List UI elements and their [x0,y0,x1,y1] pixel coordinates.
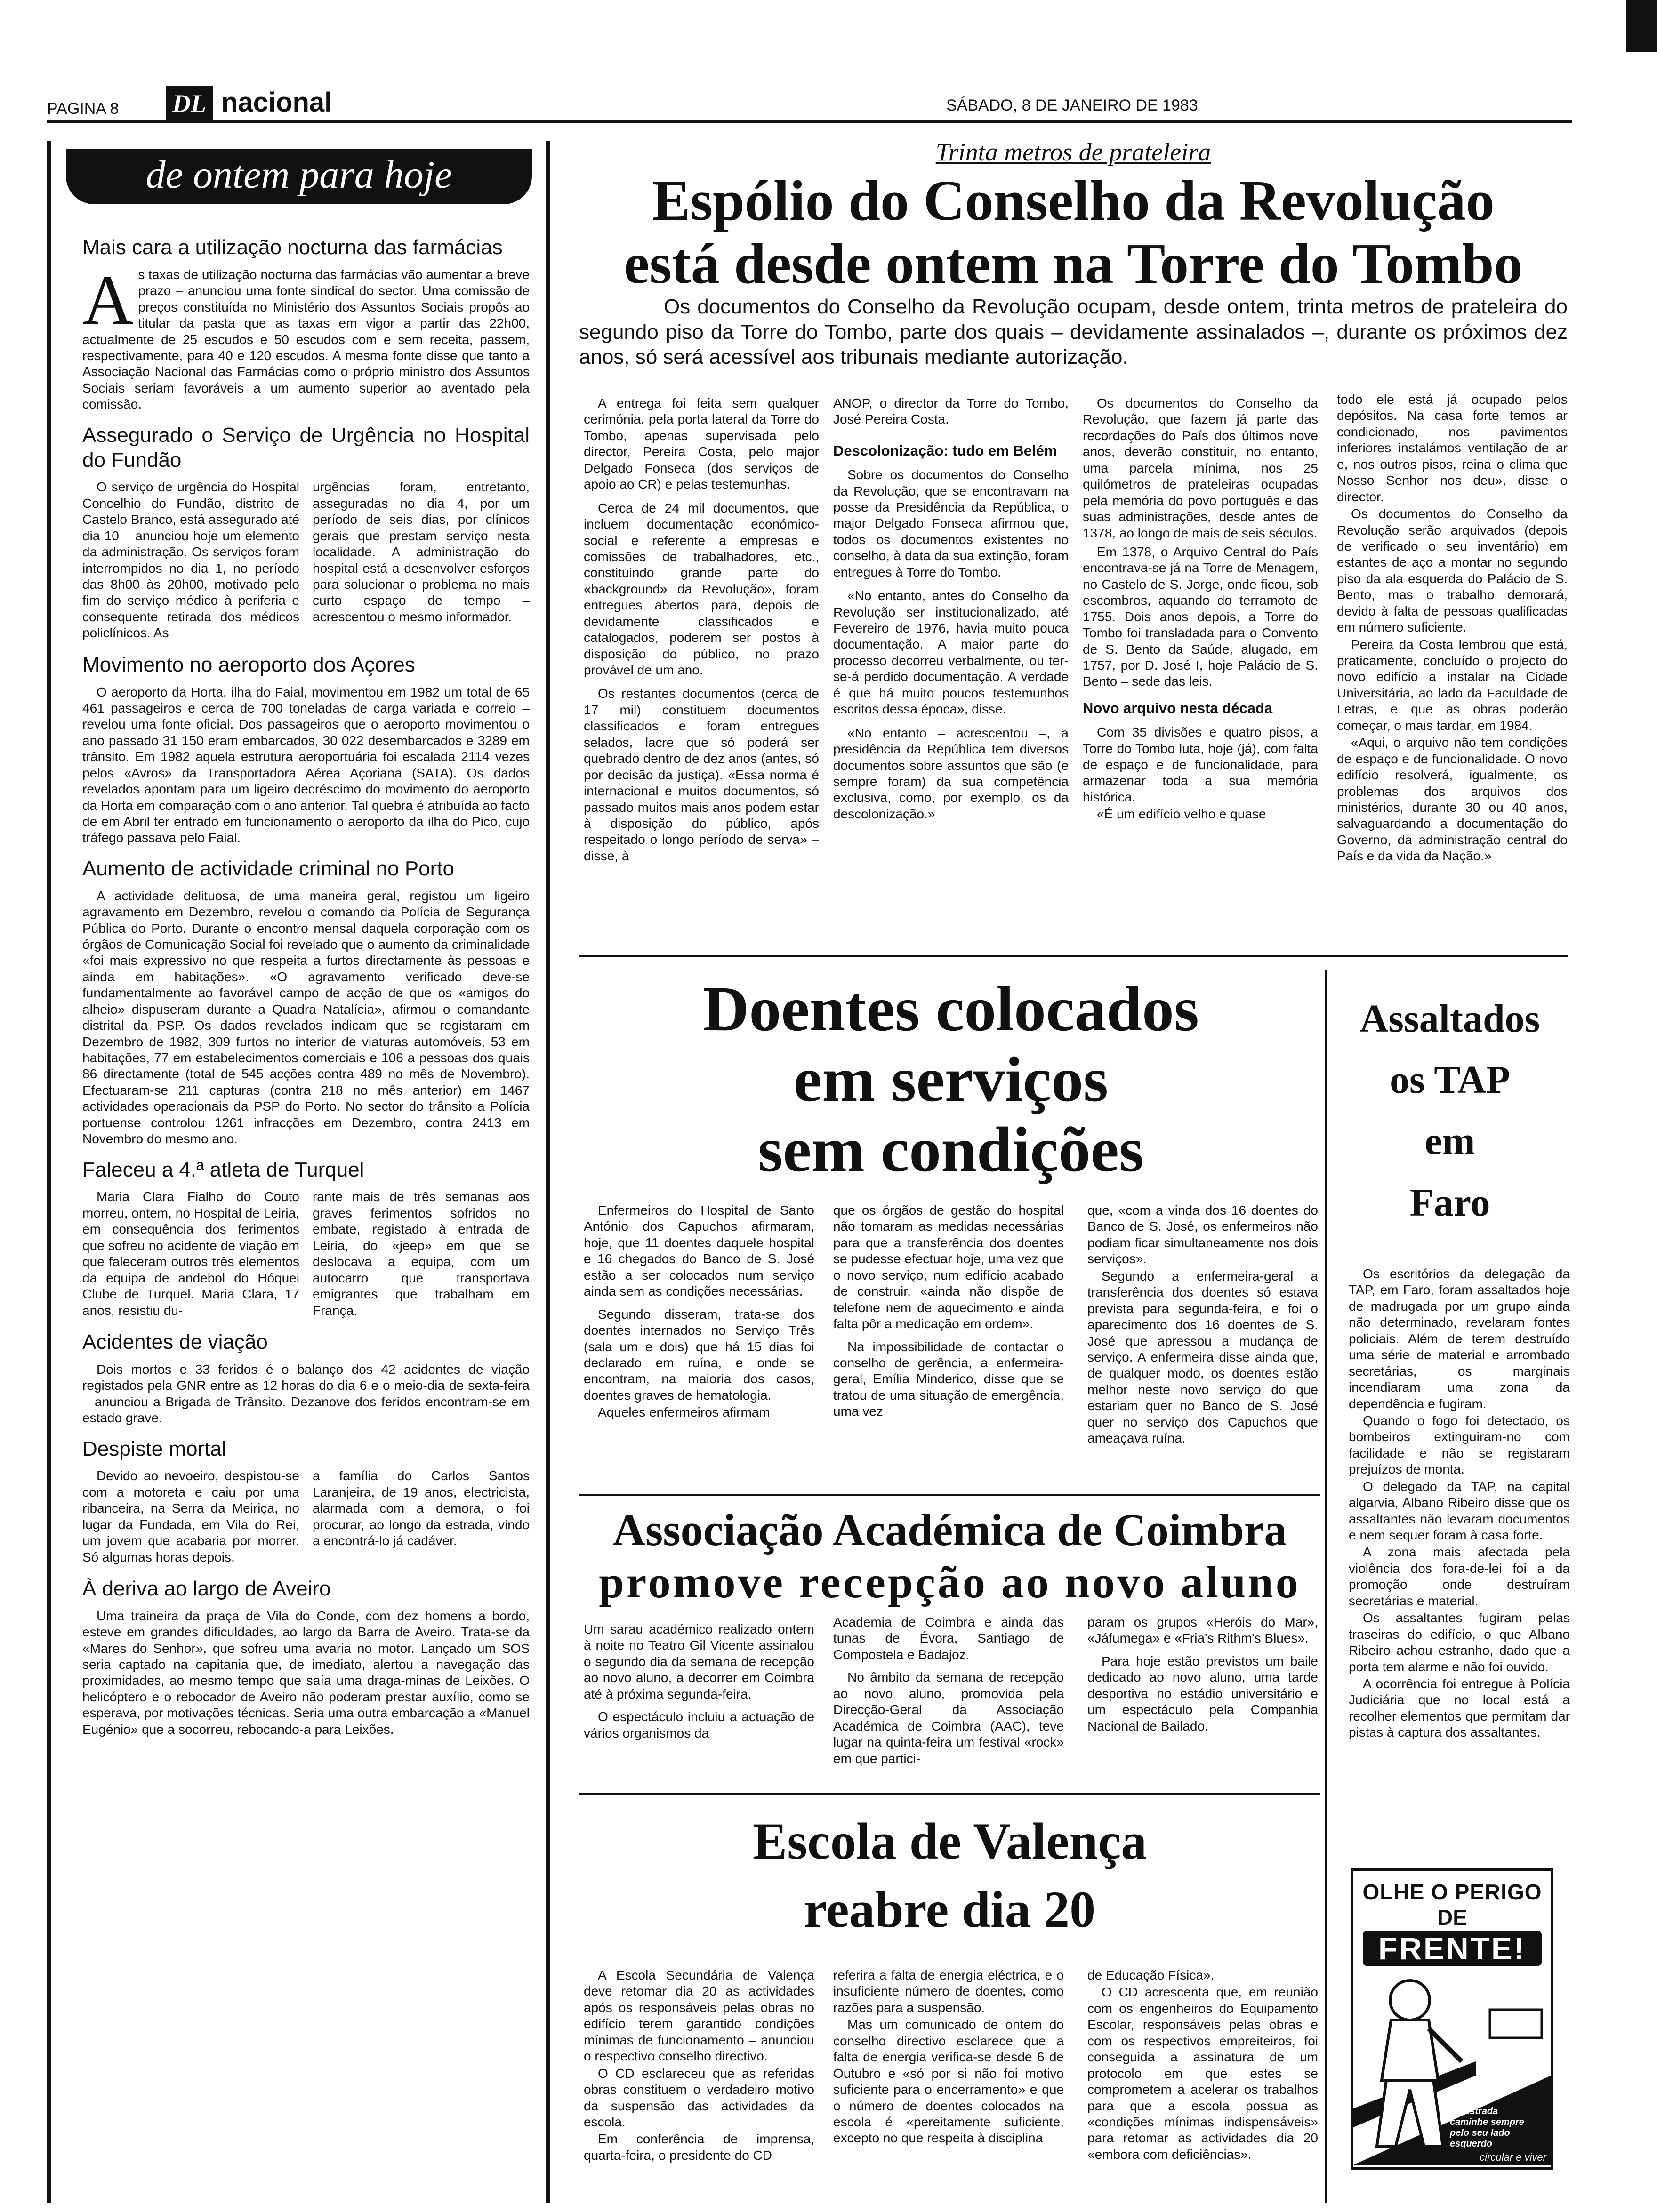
main-col-1: A entrega foi feita sem qualquer cerimónia, pela porta lateral da Torre do Tombo, apenas supervisada pelo director, Pereira Costa, pelo major Delgado Fonseca (dos serviços de apoio ao CR) e pelas testemunhas. Cerca de 24 mil documentos, que incluem documentação económico-social e referente a empresas e comissões de trabalhadores, etc., constituindo grande parte do «background» da Revolução», foram entregues abertos para, depois de devidamente classificados e catalogados, poderem ser postos à disposição do público, no prazo provável de um ano. Os restantes documentos (cerca de 17 mil) constituem documentos classificados e foram entregues selados, lacre que só poderá ser quebrado dentro de dez anos (antes, só por decisão da justiça). «Essa norma é internacional e muitos documentos, só passado muitos mais anos podem estar à disposição do público, após respeitado o longo período de serva» – disse, à [584,396,819,863]
brief-text: A actividade delituosa, de uma maneira geral, registou um ligeiro agravamento em Dezembro, revelou o comando da Polícia de Segurança Pública do Porto. Durante o encontro mensal daquela corporação com os órgãos de Comunicação Social foi revelado que o aumento da criminalidade «foi mais expressivo no que respeita a furtos directamente às pessoas e ainda em habitações». «O agravamento verificado deve-se fundamentalmente ao favorável campo de acção de que os «amigos do alheio» dispuseram durante a Quadra Natalícia», afirmou o comandante distrital da PSP. Os dados revelados indicam que se registaram em Dezembro de 1982, 309 furtos no interior de viaturas automóveis, 53 em habitações, 77 em estabelecimentos comerciais e 106 a pessoas dos quais 86 directamente (total de 545 acções contra 489 no mês de Novembro). Efectuaram-se 211 capturas (contra 218 no mês anterior) em 1467 actividades operacionais da PSP do Porto. No sector do trânsito a Polícia portuense controlou 1261 infracções em Dezembro, contra 2413 em Novembro do mesmo ano. [82,888,530,1146]
brief-text: Uma traineira da praça de Vila do Conde, com dez homens a bordo, esteve em grandes dificuldades, ao largo da Barra de Aveiro. Trata-se da «Mares do Senhor», que sofreu uma avaria no motor. Lançado um SOS seria captado na capitania que, de imediato, alertou a navegação das proximidades, ao mesmo tempo que saía uma draga-minas de Leixões. O helicóptero e o rebocador de Aveiro não poderam prestar auxílio, como se esperava, por motivações técnicas. Seria uma outra embarcação a «Manuel Eugénio» que a socorreu, rebocando-a para Leixões. [82,1608,530,1737]
column-rule [1325,970,1327,2203]
valenca-col-1: A Escola Secundária de Valença deve retomar dia 20 as actividades após os responsáveis pelas obras no edifício terem garantido condições mínimas de funcionamento – anunciou o respectivo conselho directivo. O CD esclareceu que as referidas obras constituem o verdadeiro motivo da suspensão das actividades da escola. Em conferência de imprensa, quarta-feira, o presidente do CD [584,1968,814,2163]
section-title: nacional [221,87,332,118]
headline-line: Escola de Valença [752,1812,1147,1870]
brief-title: Faleceu a 4.ª atleta de Turquel [82,1158,364,1181]
road-safety-ad [1351,1868,1553,2170]
headline-line: Associação Académica de Coimbra [612,1505,1287,1555]
issue-date: SÁBADO, 8 DE JANEIRO DE 1983 [946,96,1198,114]
dropcap: A [82,261,134,339]
brief-text: Dois mortos e 33 feridos é o balanço dos 42 acidentes de viação registados pela GNR entre as 12 horas do dia 6 e o meio-dia de sexta-feira – anunciou a Brigada de Trânsito. Dezanove dos feridos encontram-se em estado grave. [82,1362,530,1426]
ad-logo: circular e viver [1480,2151,1546,2163]
brief-title: À deriva ao largo de Aveiro [82,1577,331,1600]
doentes-headline [584,974,1318,1186]
subhead: Novo arquivo nesta década [1083,699,1273,716]
assaltados-text: Os escritórios da delegação da TAP, em Faro, foram assaltados hoje de madrugada por um grupo ainda não determinado, revelaram fontes policiais. Além de terem destruído uma série de material e arrombado secretárias, os marginais incendiaram uma zona da dependência e fugiram. Quando o fogo foi detectado, os bombeiros extinguiram-no com facilidade e não se registaram prejuízos de monta. O delegado da TAP, na capital algarvia, Albano Ribeiro disse que os assaltantes não levaram documentos e nem sequer foram à casa forte. A zona mais afectada pela violência dos fora-de-lei foi a da promoção onde destruíram secretárias e material. Os assaltantes fugiram pelas traseiras do edifício, o que Albano Ribeiro achou estranho, dado que a porta tem alarme e não foi ouvido. A ocorrência foi entregue à Polícia Judiciária que no local está a recolher elementos que permitam dar pistas à captura dos assaltantes. [1349,1266,1570,1740]
kicker: Trinta metros de prateleira [935,138,1211,166]
brief-text: O aeroporto da Horta, ilha do Faial, movimentou em 1982 um total de 65 461 passageiros e cerca de 700 toneladas de carga variada e correio – revelou uma fonte oficial. Dos passageiros que o aeroporto movimentou o ano passado 31 150 eram embarcados, 30 022 desembarcados e 3289 em trânsito. Em 1982 aquela estrutura aeroportuária foi escalada 2114 vezes pelos «Avros» da Transportadora Aérea Açoriana (SATA). Os dados revelados apontam para um ligeiro decréscimo do movimento do aeroporto da Horta em comparação com o ano anterior. Tal quebra é atribuída ao facto de em Abril ter entrado em funcionamento o aeroporto da ilha do Pico, cujo tráfego passava pelo Faial. [82,684,530,845]
brief-title: Movimento no aeroporto dos Açores [82,653,415,676]
headline-line: reabre dia 20 [804,1881,1096,1939]
newspaper-logo-mark: DL [166,86,213,121]
main-lead: Os documentos do Conselho da Revolução ocupam, desde ontem, trinta metros de prateleira do segundo piso da Torre do Tombo, parte dos quais – devidamente assinalados –, durante os próximos dez anos, só será acessível aos tribunais mediante autorização. [579,295,1568,369]
top-corner-bar [1626,0,1657,52]
page-number: PAGINA 8 [47,100,119,118]
academica-col-2: Academia de Coimbra e ainda das tunas de Évora, Santiago de Compostela e Badajoz. No âmbito da semana de recepção ao novo aluno, promovida pela Direcção-Geral da Associação Académica de Coimbra (AAC), teve lugar na quinta-feira um festival «rock» em que partici- [833,1615,1064,1766]
brief-text: a família do Carlos Santos Laranjeira, de 19 anos, electricista, alarmada com a demora, o foi procurar, ao longo da estrada, vindo a encontrá-lo já cadáver. [313,1468,530,1548]
brief-title: Assegurado o Serviço de Urgência no Hospital do Fundão [82,423,530,472]
header-rule [47,120,1572,123]
sidebar-right-rule [546,141,550,2203]
sidebar-left-rule [47,141,51,2203]
subhead: Descolonização: tudo em Belém [833,442,1057,459]
sidebar-banner: de ontem para hoje [66,149,532,204]
valenca-col-3: de Educação Física». O CD acrescenta que, em reunião com os engenheiros do Equipamento Escolar, responsáveis pelas obras e com os respectivos empreiteiros, foi conseguida a assinatura de um protocolo em que estes se comprometem a acelerar os trabalhos para que a escola possua as «condições mínimas indispensáveis» para retomar as actividades dia 20 «embora com deficiências». [1087,1968,1318,2162]
ad-headline: OLHE O PERIGO [1362,1880,1542,1904]
academica-col-3: param os grupos «Heróis do Mar», «Jáfumega» e «Fria's Rithm's Blues». Para hoje estão previstos um baile dedicado ao novo aluno, uma tarde desportiva no estádio universitário e um espectáculo pela Companhia Nacional de Bailado. [1087,1615,1318,1733]
doentes-col-3: que, «com a vinda dos 16 doentes do Banco de S. José, os enfermeiros não podiam ficar simultaneamente nos dois serviços». Segundo a enfermeira-geral a transferência dos doentes só estava prevista para segunda-feira, e foi o aparecimento dos 16 doentes de S. José que apressou a mudança de serviço. A enfermeira disse ainda que, de qualquer modo, os doentes estão melhor neste novo serviço do que estariam quer no Banco de S. José quer no serviço dos Capuchos que ameaçava ruína. [1087,1203,1318,1446]
valenca-headline [579,1807,1320,1944]
headline-line: sem condições [758,1114,1144,1186]
academica-col-1: Um sarau académico realizado ontem à noite no Teatro Gil Vicente assinalou o segundo dia da semana de recepção ao novo aluno, a decorrer em Coimbra até à próxima segunda-feira. O espectáculo incluiu a actuação de vários organismos da [584,1622,814,1740]
main-col-3: Os documentos do Conselho da Revolução, que fazem já parte das recordações do País dos últimos nove anos, deverão constituir, no entanto, uma parcela mínima, nos 25 quilómetros de prateleiras ocupadas pela memória do povo português e das suas administrações, desde antes de 1378, ao longo de mais de seis séculos. Em 1378, o Arquivo Central do País encontrava-se já na Torre de Menagem, no Castelo de S. Jorge, onde ficou, sob escombros, aquando do terramoto de 1755. Dois anos depois, a Torre do Tombo foi transladada para o Convento de S. Bento da Saúde, alugado, em 1757, por D. José I, hoje Palácio de S. Bento – sede das leis. Novo arquivo nesta década Com 35 divisões e quatro pisos, a Torre do Tombo luta, hoje (já), com falta de espaço e de funcionalidade, para armazenar toda a sua memória histórica. «É um edifício velho e quase [1083,396,1318,822]
sidebar-briefs [82,235,530,1739]
doentes-col-2: que os órgãos de gestão do hospital não tomaram as medidas necessárias para que a transferência dos doentes se pudesse efectuar hoje, uma vez que o novo serviço, num edifício acabado de construir, «ainda não dispõe de telefone nem de aquecimento e ainda falta pôr a medicação em ordem». Na impossibilidade de contactar o conselho de gerência, a enfermeira-geral, Emília Minderico, disse que se tratou de uma situação de emergência, uma vez [833,1203,1064,1419]
brief-text: Maria Clara Fialho do Couto morreu, ontem, no Hospital de Leiria, em consequência dos ferimentos que sofreu no acidente de viação em que faleceram outros três elementos da equipa de andebol do Hóquei Clube de Turquel. Maria Clara, 17 anos, resistiu du- [82,1189,299,1318]
headline-line: os TAP [1390,1058,1510,1102]
main-col-4: todo ele está já ocupado pelos depósitos. Na casa forte temos ar condicionado, nos pavimentos inferiores instalámos ventilação de ar e, nos outros pisos, reina o clima que Nosso Senhor nos deu», disse o director. Os documentos do Conselho da Revolução serão arquivados (depois de verificado o seu inventário) em estantes de aço a montar no segundo piso da ala esquerda do Palácio de S. Bento, mas o trabalho demorará, devido à falta de pessoas qualificadas em número suficiente. Pereira da Costa lembrou que está, praticamente, concluído o projecto do novo edifício a instalar na Cidade Universitária, ao lado da Faculdade de Letras, e que as obras poderão começar, o mais tardar, em 1984. «Aqui, o arquivo não tem condições de espaço e de funcionalidade. O novo edifício resolverá, igualmente, os problemas dos arquivos dos ministérios, durante 30 ou 40 anos, salvaguardando a documentação do Governo, da administração central do País e da vida da Nação.» [1337,392,1568,864]
ad-caption: Na estrada caminhe sempre pelo seu lado esquerdo [1450,2106,1524,2149]
main-col-2: ANOP, o director da Torre do Tombo, José Pereira Costa. Descolonização: tudo em Belém Sobre os documentos do Conselho da Revolução, que se encontravam na posse da Presidência da República, o major Delgado Fonseca afirmou que, todos os documentos existentes no conselho, à data da sua extinção, foram entregues à Torre do Tombo. «No entanto, antes do Conselho da Revolução ser institucionalizado, até Fevereiro de 1976, havia muito pouca documentação. A maior parte do processo decorreu verbalmente, ou ter-se-á perdido documentação. A verdade é que há muito poucos testemunhos escritos dessa época», disse. «No entanto – acrescentou –, a presidência da República tem diversos documentos sobre assuntos que são (e sempre foram) da sua competência exclusiva, como, por exemplo, os da descolonização.» [833,396,1069,821]
headline-line: Faro [1409,1180,1490,1225]
brief-title: Aumento de actividade criminal no Porto [82,857,454,880]
section-rule [579,955,1568,957]
section-rule [579,1793,1320,1795]
brief-title: Acidentes de viação [82,1330,268,1354]
headline-line: Espólio do Conselho da Revolução [652,169,1495,232]
headline-line: promove recepção ao novo aluno [599,1557,1301,1608]
main-headline [579,169,1568,296]
headline-line: Assaltados [1359,997,1540,1041]
academica-headline [579,1504,1320,1609]
headline-line: está desde ontem na Torre do Tombo [624,232,1523,296]
brief-title: Despiste mortal [82,1437,226,1460]
doentes-col-1: Enfermeiros do Hospital de Santo António dos Capuchos afirmaram, hoje, que 11 doentes daquele hospital e 16 chegados do Banco de S. José estão a ser colocados num serviço ainda sem as condições necessárias. Segundo disseram, trata-se dos doentes internados no Serviço Três (sala um e dois) que há 15 dias foi declarado em ruína, e onde se encontram, na maioria dos casos, doentes graves de hematologia. Aqueles enfermeiros afirmam [584,1203,814,1420]
brief-text: urgências foram, entretanto, asseguradas no dia 4, por um período de seis dias, por clínicos gerais que prestam serviço nesta localidade. A administração do hospital está a desenvolver esforços para solucionar o problema no mais curto espaço de tempo – acrescentou o mesmo informador. [313,480,530,624]
ad-headline: FRENTE! [1363,1931,1542,1966]
brief-text: O serviço de urgência do Hospital Concelhio do Fundão, distrito de Castelo Branco, está assegurado até dia 10 – anunciou hoje um elemento da administração. Os serviços foram interrompidos no dia 1, no período das 8h00 às 20h00, motivado pelo fim do serviço médico à periferia e consequente retirada dos médicos policlínicos. As [82,480,299,641]
ad-headline: DE [1437,1905,1467,1930]
valenca-col-2: referira a falta de energia eléctrica, e o insuficiente número de doentes, como razões para a suspensão. Mas um comunicado de ontem do conselho directivo esclarece que a falta de energia verifica-se desde 6 de Outubro e «só por si não foi motivo suficiente para o encerramento» e que o número de doentes colocados na escola é «pereitamente suficiente, excepto no que respeita à disciplina [833,1968,1064,2146]
headline-line: Doentes colocados [703,974,1199,1044]
headline-line: em [1424,1119,1475,1163]
brief-text: Devido ao nevoeiro, despistou-se com a motoreta e caiu por uma ribanceira, na Serra da Meiriça, no lugar da Fundada, em Vila do Rei, um jovem que acabaria por morrer. Só algumas horas depois, [82,1468,299,1564]
brief-title: Mais cara a utilização nocturna das farmácias [82,236,503,259]
brief-text: As taxas de utilização nocturna das farmácias vão aumentar a breve prazo – anunciou uma fonte sindical do sector. Uma comissão de preços constituída no Ministério dos Assuntos Sociais propôs ao titular da pasta que as taxas em vigor a partir das 22h00, actualmente de 25 escudos e 50 escudos com e sem receita, passem, respectivamente, para 40 e 120 escudos. A mesma fonte disse que tanto a Associação Nacional das Farmácias como o próprio ministro dos Assuntos Sociais seriam favoráveis a um aumento superior ao aventado pela comissão. [82,261,530,412]
section-rule [579,1494,1320,1496]
assaltados-headline [1332,988,1568,1234]
brief-text: rante mais de três semanas aos graves ferimentos sofridos no embate, registado à entrada de Leiria, do «jeep» em que se deslocava a equipa, com um autocarro que transportava emigrantes que trabalham em França. [313,1189,530,1318]
headline-line: em serviços [793,1044,1109,1115]
